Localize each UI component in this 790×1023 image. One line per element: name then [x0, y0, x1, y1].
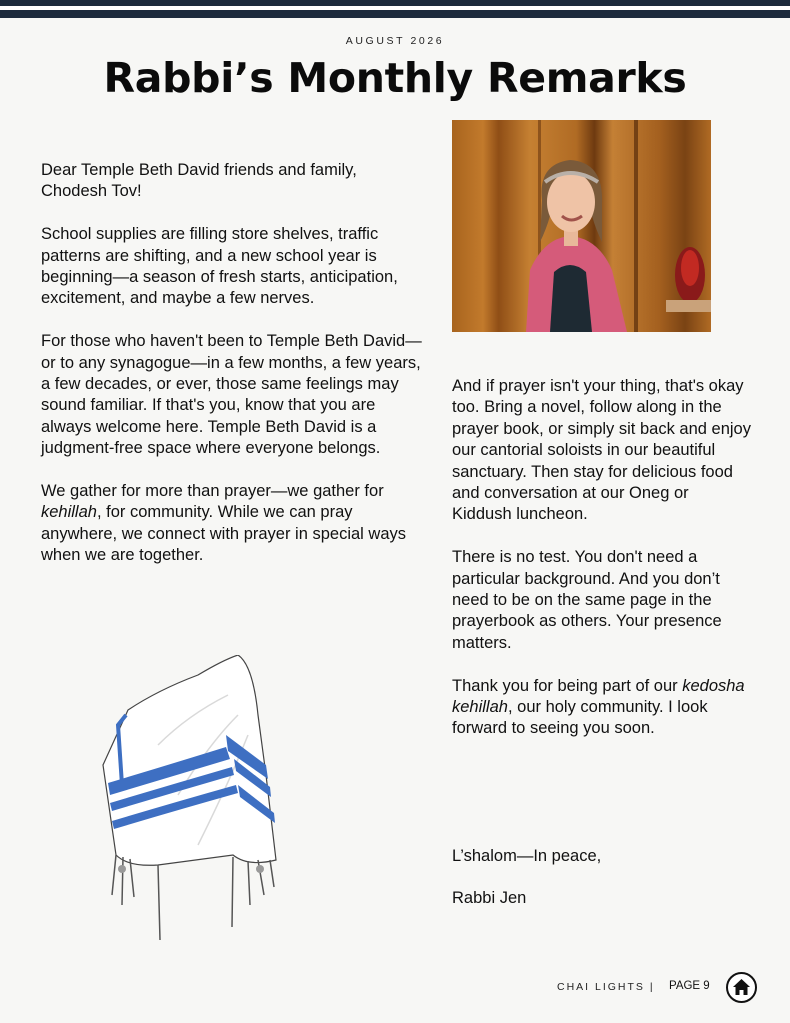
right-paragraph-3-text-a: Thank you for being part of our: [452, 676, 683, 695]
rabbi-photo: [452, 120, 711, 332]
left-paragraph-3: [41, 481, 426, 567]
signature: Rabbi Jen: [452, 889, 527, 907]
header-band-bottom: [0, 10, 790, 18]
right-paragraph-3-text-b: , our holy community. I look forward to seeing you soon.: [452, 698, 708, 738]
left-paragraph-3-text-a: We gather for more than prayer—we gather for: [41, 482, 384, 501]
home-button[interactable]: [726, 972, 757, 1003]
greeting: [41, 160, 426, 203]
right-paragraph-3: [452, 676, 752, 740]
home-icon: [728, 974, 755, 1001]
tallit-illustration: [98, 655, 283, 945]
left-paragraph-3-text-b: , for community. While we can pray anywhere, we connect with prayer in special ways when we are together.: [41, 503, 407, 565]
issue-date: AUGUST 2026: [345, 35, 445, 47]
right-paragraph-1: And if prayer isn't your thing, that's okay too. Bring a novel, follow along in the prayer book, or simply sit back and enjoy our cantorial soloists in our beautiful sanctuary. Then stay for delicious food and conversation at our Oneg or Kiddush luncheon.: [452, 377, 751, 524]
page-number: PAGE 9: [669, 980, 710, 992]
greeting-line-1: Dear Temple Beth David friends and family,: [41, 161, 357, 179]
publication-name: CHAI LIGHTS |: [557, 981, 655, 993]
left-paragraph-2: For those who haven't been to Temple Beth David—or to any synagogue—in a few months, a few years, a few decades, or ever, those same feelings may sound familiar. If that's you, know that you are always welcome here. Temple Beth David is a judgment-free space where everyone belongs.: [41, 332, 422, 458]
right-paragraph-2: There is no test. You don't need a particular background. And you don’t need to be on the same page in the prayerbook as others. Your presence matters.: [452, 548, 722, 652]
page-title: Rabbi’s Monthly Remarks: [103, 54, 687, 102]
right-column: [452, 376, 752, 761]
left-column: [41, 160, 426, 588]
right-paragraph-3-emphasis: kedosha kehillah: [452, 676, 745, 717]
sign-off: L’shalom—In peace,: [452, 847, 602, 865]
left-paragraph-1: School supplies are filling store shelves, traffic patterns are shifting, and a new school year is beginning—a season of fresh starts, anticipation, excitement, and maybe a few nerves.: [41, 225, 398, 308]
left-paragraph-3-emphasis: kehillah: [41, 503, 97, 522]
greeting-line-2: Chodesh Tov!: [41, 182, 142, 201]
